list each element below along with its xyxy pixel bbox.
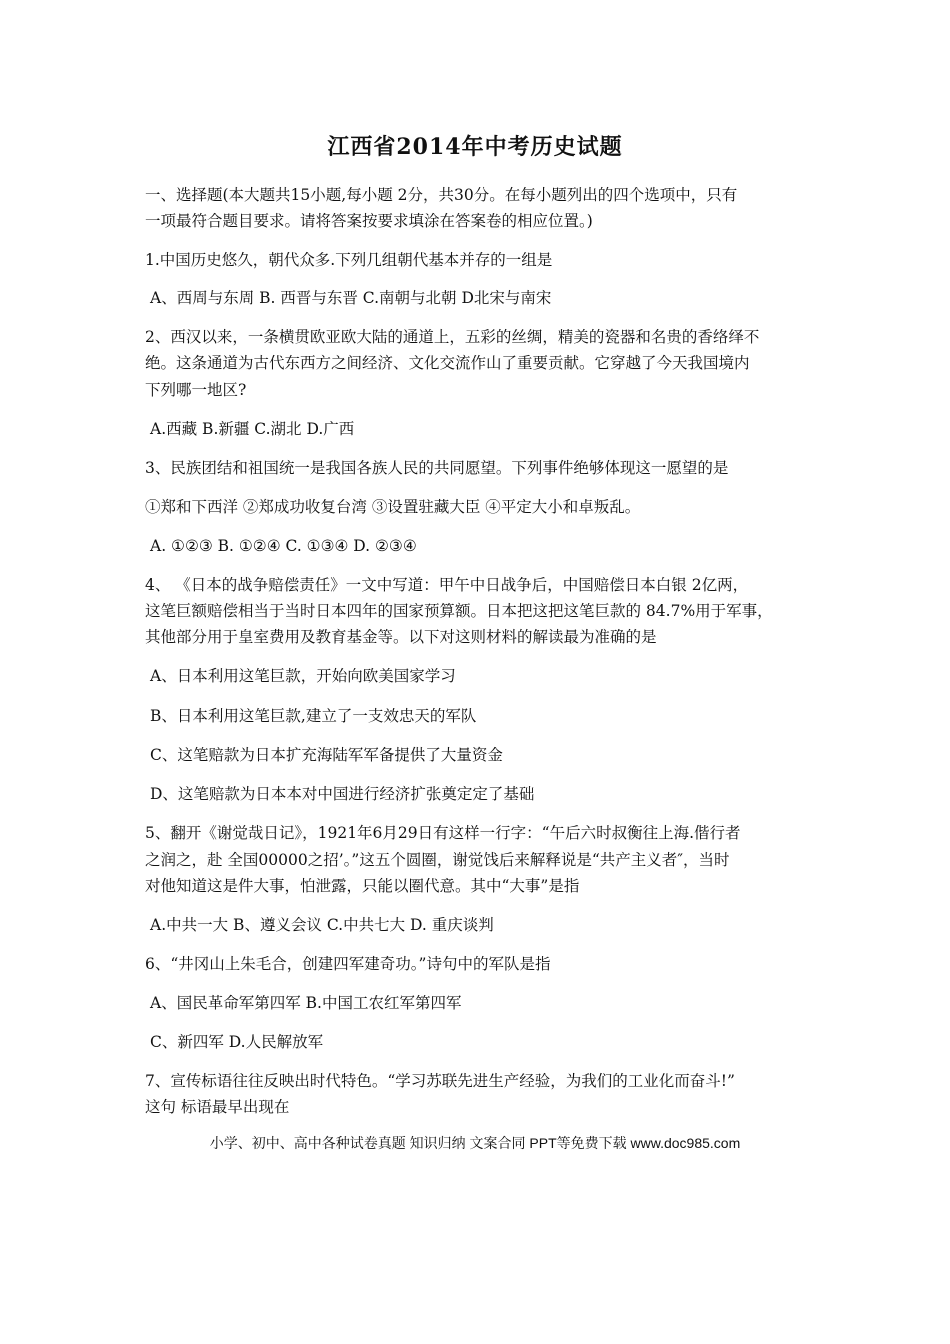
question-7-stem-line-2: 这句 标语最早出现在 (145, 1098, 290, 1116)
question-4-option-d: D、这笔赔款为日本本对中国进行经济扩张奠定定了基础 (150, 785, 535, 803)
question-4-stem-line-2: 这笔巨额赔偿相当于当时日本四年的国家预算额。日本把这把这笔巨款的 84.7%用于军事， (145, 602, 773, 620)
question-2-stem-line-3: 下列哪一地区? (145, 381, 247, 399)
question-2-stem-line-2: 绝。这条通道为古代东西方之间经济、文化交流作山了重要贡献。它穿越了今天我国境内 (145, 354, 750, 372)
question-3-options: A. ①②③ B. ①②④ C. ①③④ D. ②③④ (150, 537, 417, 555)
question-5-options: A.中共一大 B、遵义会议 C.中共七大 D. 重庆谈判 (150, 916, 494, 934)
question-1-stem: 1.中国历史悠久，朝代众多.下列几组朝代基本并存的一组是 (145, 251, 553, 269)
question-6-options-ab: A、国民革命军第四军 B.中国工农红军第四军 (150, 994, 462, 1012)
question-4-stem-line-3: 其他部分用于皇室费用及教育基金等。以下对这则材料的解读最为准确的是 (145, 628, 657, 646)
question-5-stem-line-3: 对他知道这是件大事，怕泄露，只能以圈代意。其中“大事”是指 (145, 877, 580, 895)
question-5-stem-line-1: 5、翻开《谢觉哉日记》，1921年6月29日有这样一行字：“午后六时叔衡往上海.偕行者 (145, 824, 741, 842)
question-3-stem: 3、民族团结和祖国统一是我国各族人民的共同愿望。下列事件绝够体现这一愿望的是 (145, 459, 729, 477)
question-4-option-a: A、日本利用这笔巨款，开始向欧美国家学习 (150, 667, 456, 685)
question-6-options-cd: C、新四军 D.人民解放军 (150, 1033, 324, 1051)
page-title: 江西省2014年中考历史试题 (327, 134, 623, 160)
question-5-stem-line-2: 之润之，赴 全国00000之招’。”这五个圆圈，谢觉饯后来解释说是“共产主义者″，当时 (145, 851, 730, 869)
question-1-options: A、西周与东周 B. 西晋与东晋 C.南朝与北朝 D北宋与南宋 (150, 289, 552, 307)
section-heading-line-2: 一项最符合题目要求。请将答案按要求填涂在答案卷的相应位置。) (145, 212, 593, 230)
question-2-options: A.西藏 B.新疆 C.湖北 D.广西 (150, 420, 355, 438)
question-7-stem-line-1: 7、宣传标语往往反映出时代特色。“学习苏联先进生产经验，为我们的工业化而奋斗!” (145, 1072, 735, 1090)
section-heading-line-1: 一、选择题(本大题共15小题,每小题 2分，共30分。在每小题列出的四个选项中，只有 (145, 186, 738, 204)
question-6-stem: 6、“井冈山上朱毛合，创建四军建奇功。”诗句中的军队是指 (145, 955, 551, 973)
question-4-option-c: C、这笔赔款为日本扩充海陆军军备提供了大量资金 (150, 746, 503, 764)
question-4-stem-line-1: 4、 《日本的战争赔偿责任》一文中写道：甲午中日战争后，中国赔偿日本白银 2亿两， (145, 576, 749, 594)
question-4-option-b: B、日本利用这笔巨款,建立了一支效忠天的军队 (150, 707, 477, 725)
question-3-items: ①郑和下西洋 ②郑成功收复台湾 ③设置驻藏大臣 ④平定大小和卓叛乱。 (145, 498, 641, 516)
question-2-stem-line-1: 2、西汉以来，一条横贯欧亚欧大陆的通道上，五彩的丝绸，精美的瓷器和名贵的香络绎不 (145, 328, 760, 346)
page-footer: 小学、初中、高中各种试卷真题 知识归纳 文案合同 PPT等免费下载 www.doc985.com (209, 1135, 741, 1151)
